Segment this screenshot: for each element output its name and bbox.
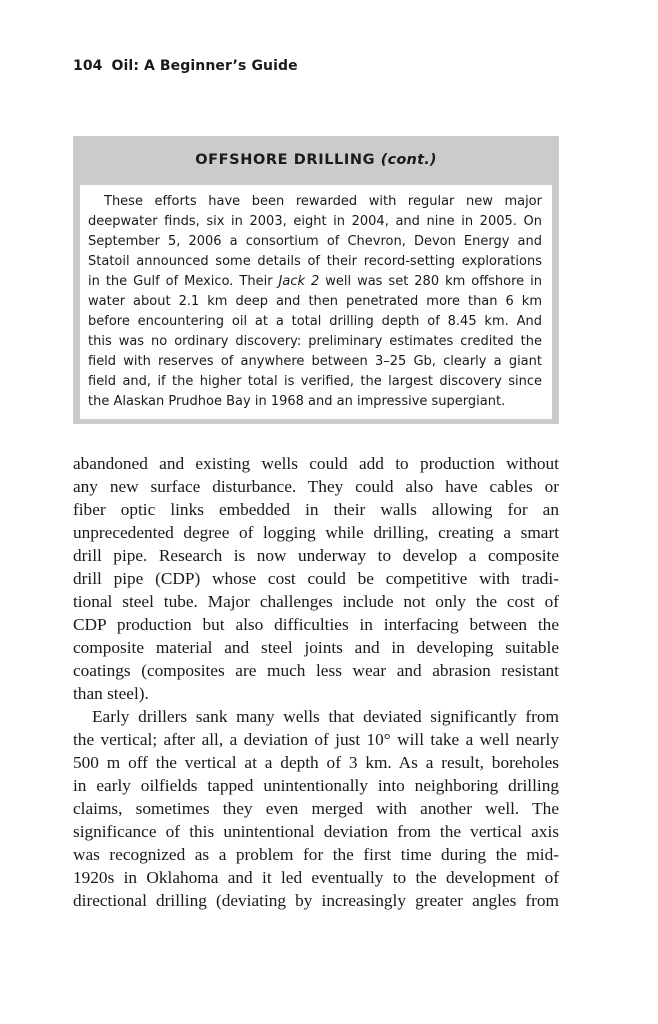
body-line: in early oilfields tapped unintentionally into neighboring drilling <box>73 776 559 795</box>
body-line: composite material and steel joints and in developing suitable <box>73 638 559 657</box>
body-line: coatings (composites are much less wear and abrasion resistant <box>73 661 559 680</box>
well-name: Jack 2 <box>278 274 320 289</box>
box-title-cont: (cont.) <box>380 152 437 168</box>
body-line: 1920s in Oklahoma and it led eventually to the development of <box>73 868 559 887</box>
body-line: fiber optic links embedded in their walls allowing for an <box>73 500 559 519</box>
body-line: tional steel tube. Major challenges include not only the cost of <box>73 592 559 611</box>
box-line: field with reserves of anywhere between 3–25 Gb, clearly a giant <box>88 354 542 369</box>
box-title-text: OFFSHORE DRILLING <box>195 152 376 168</box>
page-number: 104 <box>73 58 103 74</box>
running-head <box>73 58 298 74</box>
box-body <box>80 185 552 419</box>
body-line: CDP production but also difficulties in interfacing between the <box>73 615 559 634</box>
book-title: Oil: A Beginner’s Guide <box>111 58 298 74</box>
box-line: this was no ordinary discovery: preliminary estimates credited the <box>88 334 542 349</box>
box-line: water about 2.1 km deep and then penetrated more than 6 km <box>88 294 542 309</box>
body-line: drill pipe. Research is now underway to develop a composite <box>73 546 559 565</box>
body-line: abandoned and existing wells could add to production without <box>73 454 559 473</box>
body-line: 500 m off the vertical at a depth of 3 km. As a result, boreholes <box>73 753 559 772</box>
body-line: Early drillers sank many wells that deviated significantly from <box>92 707 559 726</box>
body-line: unprecedented degree of logging while drilling, creating a smart <box>73 523 559 542</box>
box-line: September 5, 2006 a consortium of Chevron, Devon Energy and <box>88 234 542 249</box>
box-line-gulf <box>88 272 542 292</box>
box-line: the Alaskan Prudhoe Bay in 1968 and an impressive supergiant. <box>88 394 506 409</box>
box-line: Statoil announced some details of their record-setting explorations <box>88 254 542 269</box>
gulf-line-after: well was set 280 km offshore in <box>319 274 542 289</box>
body-line: claims, sometimes they even merged with another well. The <box>73 799 559 818</box>
box-line: before encountering oil at a total drilling depth of 8.45 km. And <box>88 314 542 329</box>
body-line: the vertical; after all, a deviation of just 10° will take a well nearly <box>73 730 559 749</box>
body-line: was recognized as a problem for the first time during the mid- <box>73 845 559 864</box>
body-line: any new surface disturbance. They could also have cables or <box>73 477 559 496</box>
gulf-line-before: in the Gulf of Mexico. Their <box>88 274 279 289</box>
box-line: deepwater finds, six in 2003, eight in 2004, and nine in 2005. On <box>88 214 542 229</box>
box-line: These efforts have been rewarded with regular new major <box>104 194 542 209</box>
body-line: than steel). <box>73 684 149 703</box>
offshore-drilling-box <box>73 136 559 424</box>
box-line: field and, if the higher total is verified, the largest discovery since <box>88 374 542 389</box>
body-line: significance of this unintentional deviation from the vertical axis <box>73 822 559 841</box>
body-line: drill pipe (CDP) whose cost could be competitive with tradi- <box>73 569 559 588</box>
box-title <box>73 152 559 168</box>
body-line: directional drilling (deviating by increasingly greater angles from <box>73 891 559 910</box>
